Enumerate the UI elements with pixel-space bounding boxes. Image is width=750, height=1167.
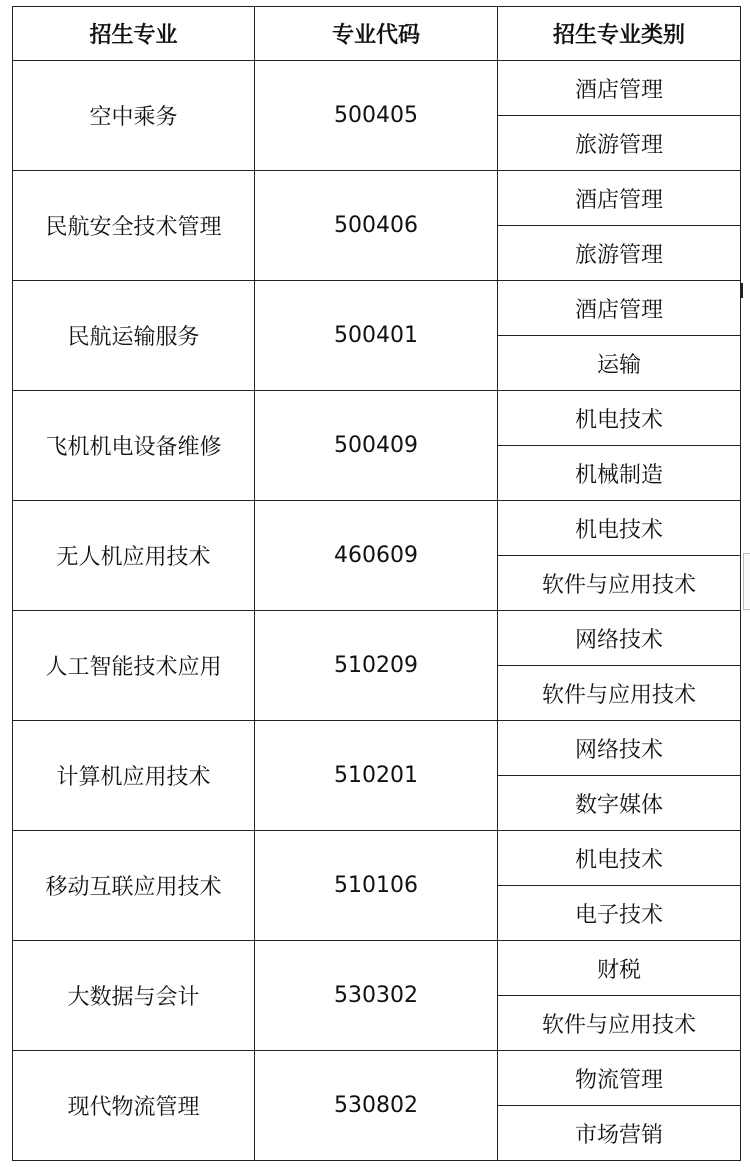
category-cell: 运输 [498, 336, 741, 391]
table-row [13, 61, 741, 116]
category-cell: 机电技术 [498, 501, 741, 556]
major-cell: 飞机机电设备维修 [13, 391, 255, 501]
category-cell: 机电技术 [498, 391, 741, 446]
code-cell: 500401 [255, 281, 498, 391]
code-cell: 510209 [255, 611, 498, 721]
category-cell: 软件与应用技术 [498, 556, 741, 611]
category-cell: 机械制造 [498, 446, 741, 501]
header-row [13, 7, 741, 61]
category-cell: 旅游管理 [498, 226, 741, 281]
major-cell: 人工智能技术应用 [13, 611, 255, 721]
header-category: 招生专业类别 [498, 7, 741, 61]
table-row [13, 391, 741, 446]
category-cell: 软件与应用技术 [498, 996, 741, 1051]
code-cell: 500406 [255, 171, 498, 281]
table-row [13, 281, 741, 336]
majors-table [12, 6, 741, 1161]
major-cell: 现代物流管理 [13, 1051, 255, 1161]
code-cell: 510106 [255, 831, 498, 941]
table-row [13, 831, 741, 886]
category-cell: 财税 [498, 941, 741, 996]
code-cell: 500409 [255, 391, 498, 501]
category-cell: 旅游管理 [498, 116, 741, 171]
code-cell: 530302 [255, 941, 498, 1051]
category-cell: 酒店管理 [498, 61, 741, 116]
category-cell: 酒店管理 [498, 281, 741, 336]
code-cell: 530802 [255, 1051, 498, 1161]
category-cell: 网络技术 [498, 721, 741, 776]
table-row [13, 1051, 741, 1106]
header-code: 专业代码 [255, 7, 498, 61]
code-cell: 460609 [255, 501, 498, 611]
side-scroll-handle[interactable] [743, 553, 750, 610]
text-cursor-mark [741, 283, 743, 298]
major-cell: 大数据与会计 [13, 941, 255, 1051]
category-cell: 软件与应用技术 [498, 666, 741, 721]
category-cell: 数字媒体 [498, 776, 741, 831]
table-row [13, 611, 741, 666]
major-cell: 空中乘务 [13, 61, 255, 171]
category-cell: 电子技术 [498, 886, 741, 941]
code-cell: 510201 [255, 721, 498, 831]
major-cell: 民航运输服务 [13, 281, 255, 391]
table-row [13, 171, 741, 226]
major-cell: 无人机应用技术 [13, 501, 255, 611]
table-row [13, 941, 741, 996]
category-cell: 市场营销 [498, 1106, 741, 1161]
major-cell: 移动互联应用技术 [13, 831, 255, 941]
major-cell: 民航安全技术管理 [13, 171, 255, 281]
table-row [13, 721, 741, 776]
category-cell: 网络技术 [498, 611, 741, 666]
table-row [13, 501, 741, 556]
major-cell: 计算机应用技术 [13, 721, 255, 831]
code-cell: 500405 [255, 61, 498, 171]
category-cell: 物流管理 [498, 1051, 741, 1106]
category-cell: 酒店管理 [498, 171, 741, 226]
category-cell: 机电技术 [498, 831, 741, 886]
header-major: 招生专业 [13, 7, 255, 61]
